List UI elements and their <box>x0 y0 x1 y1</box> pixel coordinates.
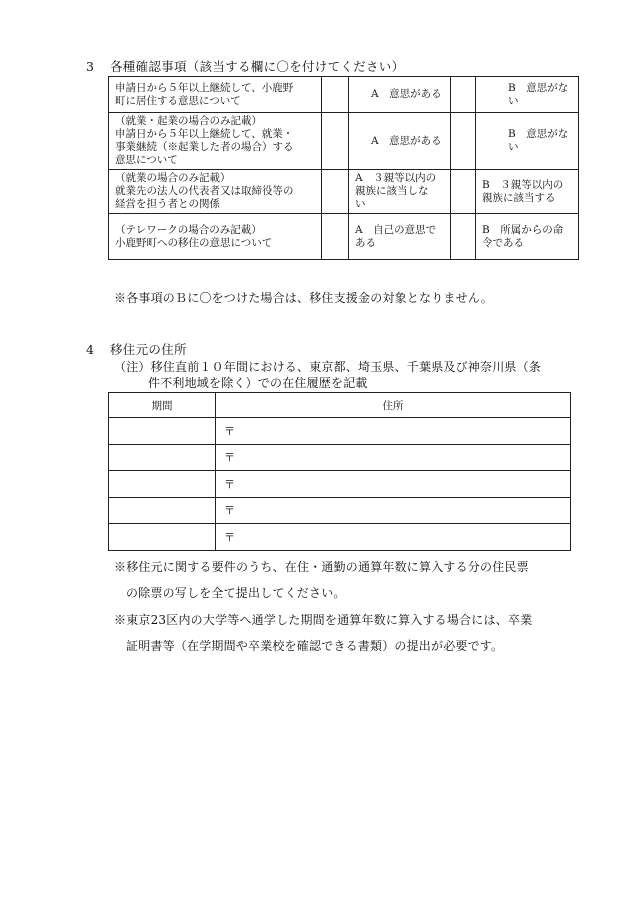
section3-note: ※各事項のＢに〇をつけた場合は、移住支援金の対象となりません。 <box>114 291 493 305</box>
option-a-text: A 意思がある <box>371 134 442 147</box>
option-a-mark-cell[interactable] <box>322 170 349 214</box>
section4-title: 移住元の住所 <box>110 342 187 357</box>
section3-heading <box>86 57 404 75</box>
question-text: （テレワークの場合のみ記載） <box>115 223 262 236</box>
address-history-table <box>108 392 571 551</box>
option-b-text: B 所属からの命 <box>482 223 564 236</box>
question-text: 経営を担う者との関係 <box>115 198 220 210</box>
question-text: 就業先の法人の代表者又は取締役等の <box>115 185 294 197</box>
option-a-label <box>349 170 451 214</box>
option-b-mark-cell[interactable] <box>451 113 476 170</box>
period-cell[interactable] <box>109 497 216 524</box>
option-a-label <box>349 77 451 113</box>
footnote-1-line1: ※移住元に関する要件のうち、在住・通勤の通算年数に算入する分の住民票 <box>114 560 529 574</box>
section4-note-line2: 件不利地域を除く）での在住履歴を記載 <box>148 376 368 390</box>
option-b-text: 親族に該当する <box>482 191 556 204</box>
option-b-mark-cell[interactable] <box>451 77 476 113</box>
confirmation-row <box>109 214 579 260</box>
period-cell[interactable] <box>109 444 216 471</box>
confirmation-row <box>109 170 579 214</box>
section3-title: 各種確認事項（該当する欄に〇を付けてください） <box>110 59 405 74</box>
option-b-label <box>476 77 579 113</box>
address-cell[interactable]: 〒 <box>216 471 571 498</box>
address-cell[interactable]: 〒 <box>216 444 571 471</box>
period-cell[interactable] <box>109 524 216 551</box>
section4-footnote-2 <box>114 607 584 659</box>
question-text: 申請日から５年以上継続して、小鹿野 <box>115 81 294 94</box>
option-a-text: A ３親等以内の <box>355 172 437 184</box>
question-text: 町に居住する意思について <box>115 94 241 107</box>
address-cell[interactable]: 〒 <box>216 418 571 445</box>
option-a-text: A 自己の意思で <box>355 223 437 236</box>
question-cell <box>109 214 322 260</box>
option-a-label <box>349 214 451 260</box>
option-b-label <box>476 170 579 214</box>
question-cell <box>109 113 322 170</box>
address-row <box>109 418 571 445</box>
section4-number: 4 <box>86 342 95 357</box>
question-text: （就業・起業の場合のみ記載） <box>115 115 262 127</box>
address-table-header-row <box>109 393 571 418</box>
section4-note <box>114 359 541 391</box>
section4-heading <box>86 340 187 358</box>
confirmation-row <box>109 77 579 113</box>
question-cell <box>109 170 322 214</box>
address-cell[interactable]: 〒 <box>216 497 571 524</box>
option-b-label <box>476 214 579 260</box>
question-cell <box>109 77 322 113</box>
question-text: 申請日から５年以上継続して、就業・ <box>115 128 294 140</box>
address-row <box>109 524 571 551</box>
option-b-text: B 意思がない <box>508 128 569 153</box>
option-a-mark-cell[interactable] <box>322 113 349 170</box>
option-a-label <box>349 113 451 170</box>
section4-note-line1: （注）移住直前１０年間における、東京都、埼玉県、千葉県及び神奈川県（条 <box>114 360 542 374</box>
section3-number: 3 <box>86 59 95 74</box>
confirmation-table <box>108 76 579 260</box>
address-row <box>109 471 571 498</box>
option-b-mark-cell[interactable] <box>451 214 476 260</box>
question-text: 小鹿野町への移住の意思について <box>115 236 273 249</box>
option-a-text: 親族に該当しな <box>355 185 429 197</box>
option-b-text: B ３親等以内の <box>482 178 564 191</box>
question-text: 事業継続（※起業した者の場合）する <box>115 141 294 153</box>
confirmation-row <box>109 113 579 170</box>
footnote-2-line1: ※東京23区内の大学等へ通学した期間を通算年数に算入する場合には、卒業 <box>114 613 533 627</box>
option-a-text: ある <box>355 236 376 249</box>
option-b-text: B 意思がない <box>508 81 569 107</box>
section4-footnote-1 <box>114 554 584 606</box>
option-b-label <box>476 113 579 170</box>
option-a-text: い <box>355 198 366 210</box>
address-row <box>109 497 571 524</box>
column-header-address: 住所 <box>216 393 571 418</box>
option-b-mark-cell[interactable] <box>451 170 476 214</box>
period-cell[interactable] <box>109 418 216 445</box>
address-row <box>109 444 571 471</box>
option-a-mark-cell[interactable] <box>322 77 349 113</box>
footnote-2-line2: 証明書等（在学期間や卒業校を確認できる書類）の提出が必要です。 <box>126 639 504 653</box>
question-text: （就業の場合のみ記載） <box>115 172 231 184</box>
option-a-mark-cell[interactable] <box>322 214 349 260</box>
question-text: 意思について <box>115 154 178 166</box>
address-cell[interactable]: 〒 <box>216 524 571 551</box>
period-cell[interactable] <box>109 471 216 498</box>
footnote-1-line2: の除票の写しを全て提出してください。 <box>126 586 346 600</box>
option-b-text: 令である <box>482 236 524 249</box>
column-header-period: 期間 <box>109 393 216 418</box>
option-a-text: A 意思がある <box>371 88 442 100</box>
